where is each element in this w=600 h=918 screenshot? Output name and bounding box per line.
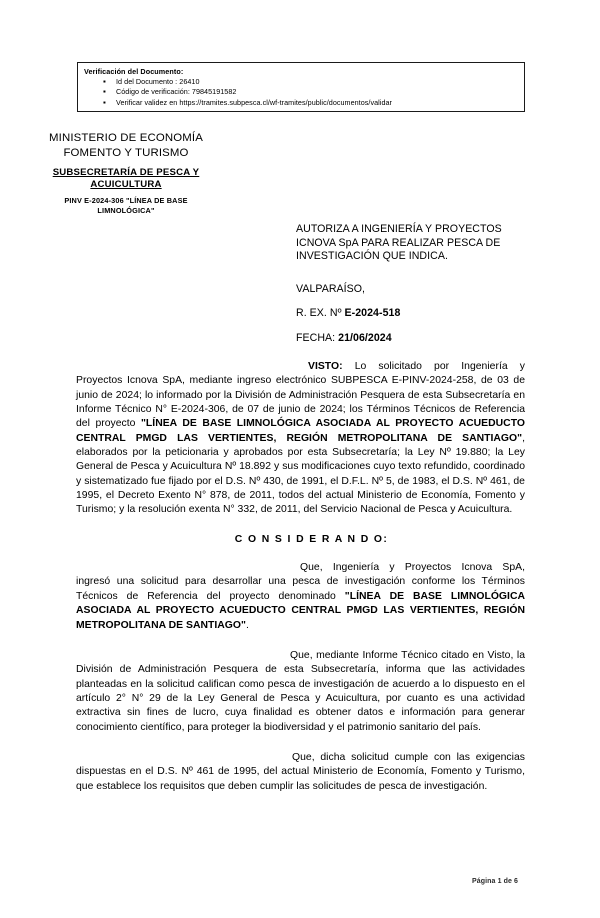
paragraph-considerando-3: Que, dicha solicitud cumple con las exigencias dispuestas en el D.S. Nº 461 de 1995, del actual Ministerio de Economía, Fomento y Turismo, que establece los requisitos que deben cumplir las solicitudes de pesca de investigación. (76, 751, 525, 792)
project-code-line-2: LIMNOLÓGICA" (97, 206, 155, 216)
visto-label: VISTO: (308, 361, 343, 372)
paragraph-considerando-2: Que, mediante Informe Técnico citado en Visto, la División de Administración Pesquera de esta Subsecretaría, informa que las actividades planteadas en la solicitud califican como pesca de investigación de acuerdo a lo dispuesto en el artículo 2° N° 29 de la Ley General de Pesca y Acuicultura, por cuanto es una actividad extractiva sin fines de lucro, cuya finalidad es obtener datos e información para generar conocimiento científico, para proteger la biodiversidad y el patrimonio sanitario del país. (76, 649, 525, 733)
considerando-heading: C O N S I D E R A N D O: (234, 533, 389, 545)
resolution-label: R. EX. Nº (296, 307, 345, 320)
visto-project-name: "LÍNEA DE BASE LIMNOLÓGICA ASOCIADA AL PROYECTO ACUEDUCTO CENTRAL PMGD LAS VERTIENTES, REGIÓN METROPOLITANA DE SANTIAGO" (76, 418, 525, 444)
document-body (76, 360, 525, 794)
ministry-line-1: MINISTERIO DE ECONOMÍA (49, 132, 203, 144)
city-line: VALPARAÍSO, (296, 282, 366, 295)
verification-item-text: Id del Documento : 26410 (116, 76, 200, 86)
verification-item-text: Verificar validez en https://tramites.subpesca.cl/wf-tramites/public/documentos/validar (116, 97, 392, 107)
bullet-icon: ▪ (103, 87, 106, 97)
verification-title: Verificación del Documento: (84, 67, 184, 76)
subsecretaria-heading (28, 167, 224, 192)
verification-list (84, 77, 524, 109)
authorization-title: AUTORIZA A INGENIERÍA Y PROYECTOS ICNOVA SpA PARA REALIZAR PESCA DE INVESTIGACIÓN QUE INDICA. (296, 223, 502, 263)
considerando-1-project-name: "LÍNEA DE BASE LIMNOLÓGICA ASOCIADA AL PROYECTO ACUEDUCTO CENTRAL PMGD LAS VERTIENTES, REGIÓN METROPOLITANA DE SANTIAGO" (76, 590, 525, 631)
subsecretaria-line-2: ACUICULTURA (90, 179, 162, 191)
considerando-1-text-part-1: Que, Ingeniería y Proyectos Icnova SpA, ingresó una solicitud para desarrollar una pesca de investigación conforme los Términos Técnicos de Referencia del proyecto denominado (76, 562, 525, 602)
date-value: 21/06/2024 (338, 331, 392, 344)
verification-item-url (84, 98, 524, 109)
header-right-column (296, 223, 528, 346)
verification-item-code (84, 87, 524, 98)
resolution-number: E-2024-518 (344, 307, 401, 320)
verification-item-document-id (84, 77, 524, 88)
considerando-1-text-part-2: . (245, 619, 249, 631)
project-code-subtitle (28, 196, 224, 217)
subsecretaria-line-1: SUBSECRETARÍA DE PESCA Y (52, 167, 200, 178)
bullet-icon: ▪ (103, 97, 106, 107)
verification-box (77, 62, 525, 112)
bullet-icon: ▪ (103, 76, 106, 86)
date-line (296, 332, 528, 346)
date-label: FECHA: (296, 331, 339, 344)
ministry-letterhead (28, 131, 224, 160)
page-number: Página 1 de 6 (472, 878, 519, 885)
ministry-line-2: FOMENTO Y TURISMO (63, 146, 189, 159)
visto-text-part-2: , elaborados por la peticionaria y aprobados por esta Subsecretaría; la Ley Nº 19.880; la Ley General de Pesca y Acuicultura Nº 18.892 y sus modificaciones cuyo texto refundido, coordinado y sistematizado fue fijado por el D.S. Nº 430, de 1991, el D.F.L. Nº 5, de 1983, el D.S. Nº 461, de 1995, el Decreto Exento N° 878, de 2011, todos del actual Ministerio de Economía, Fomento y Turismo; y la resolución exenta N° 332, de 2011, del Servicio Nacional de Pesca y Acuicultura. (76, 432, 525, 516)
project-code-line-1: PINV E-2024-306 "LÍNEA DE BASE (64, 196, 188, 205)
paragraph-visto (76, 360, 525, 518)
resolution-number-line (296, 307, 528, 321)
visto-text-part-1: Lo solicitado por Ingeniería y Proyectos Icnova SpA, mediante ingreso electrónico SUBPESCA E-PINV-2024-258, de 03 de junio de 2024; lo informado por la División de Administración Pesquera de esta Subsecretaría en Informe Técnico N° E-2024-306, de 07 de junio de 2024; los Términos Técnicos de Referencia del proyecto (76, 361, 525, 430)
verification-item-text: Código de verificación: 79845191582 (116, 87, 237, 97)
paragraph-considerando-1 (76, 561, 525, 633)
